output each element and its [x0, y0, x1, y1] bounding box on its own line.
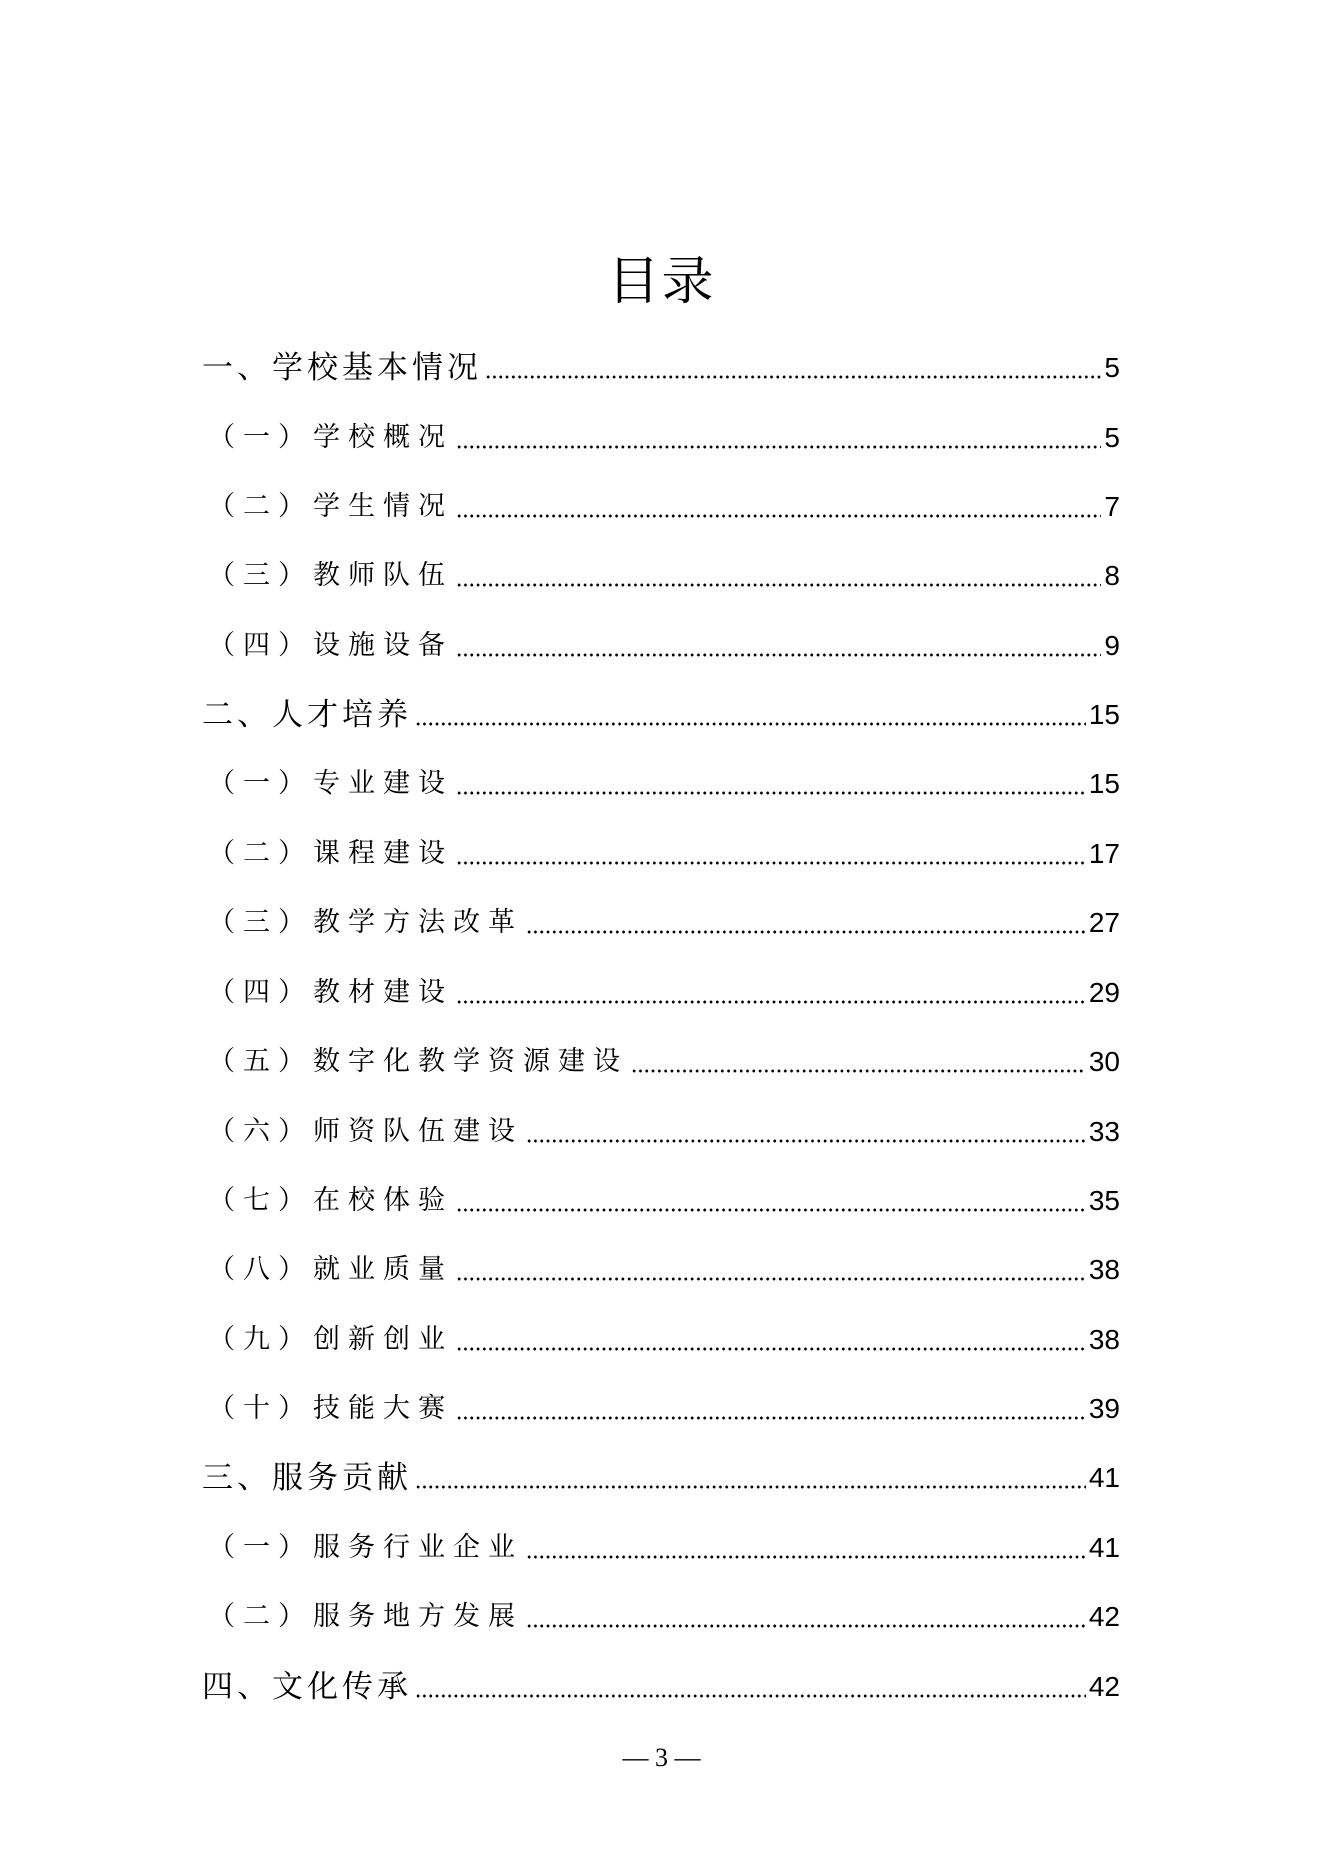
dot-leader [456, 1000, 1086, 1004]
toc-entry-page: 5 [1104, 422, 1120, 453]
toc-entry-label: （七）在校体验 [208, 1185, 453, 1216]
toc-entry[interactable] [202, 1042, 1120, 1082]
toc-entry-page: 15 [1088, 768, 1120, 799]
dot-leader [456, 1277, 1086, 1281]
toc-entry-page: 35 [1088, 1185, 1120, 1216]
toc-entry-page: 29 [1088, 977, 1120, 1008]
toc-entry[interactable] [202, 1597, 1120, 1637]
toc-entry-page: 7 [1104, 491, 1120, 522]
toc-entry-label: （一）专业建设 [208, 768, 453, 799]
dot-leader [456, 1416, 1086, 1420]
dot-leader [456, 1347, 1086, 1351]
toc-entry-page: 39 [1088, 1393, 1120, 1424]
toc-entry-page: 17 [1088, 838, 1120, 869]
toc-entry-page: 30 [1088, 1046, 1120, 1077]
dot-leader [526, 1555, 1086, 1559]
toc-entry-label: （一）学校概况 [208, 422, 453, 453]
toc-entry-page: 8 [1104, 560, 1120, 591]
toc-entry[interactable] [202, 973, 1120, 1013]
toc-entry-label: 三、服务贡献 [202, 1460, 412, 1496]
toc-entry-label: （三）教师队伍 [208, 560, 453, 591]
toc-entry-page: 15 [1088, 699, 1120, 730]
toc-entry-label: （三）教学方法改革 [208, 907, 523, 938]
toc-entry[interactable] [202, 1320, 1120, 1360]
toc-entry-label: （八）就业质量 [208, 1254, 453, 1285]
toc-entry[interactable] [202, 764, 1120, 804]
toc-entry[interactable] [202, 1112, 1120, 1152]
dot-leader [526, 1139, 1086, 1143]
dot-leader [485, 375, 1101, 379]
toc-entry[interactable] [202, 903, 1120, 943]
dot-leader [415, 1485, 1086, 1489]
toc-entry-page: 33 [1088, 1116, 1120, 1147]
dot-leader [456, 1208, 1086, 1212]
dot-leader [456, 653, 1101, 657]
toc-entry[interactable] [202, 1528, 1120, 1568]
toc-entry-label: 四、文化传承 [202, 1669, 412, 1705]
toc-entry-label: （二）学生情况 [208, 491, 453, 522]
toc-entry-label: （二）服务地方发展 [208, 1601, 523, 1632]
toc-entry[interactable] [202, 695, 1120, 735]
toc-entry-label: 二、人才培养 [202, 697, 412, 733]
dot-leader [456, 445, 1101, 449]
dot-leader [456, 861, 1086, 865]
toc-entry-label: （九）创新创业 [208, 1324, 453, 1355]
page-number: — 3 — [622, 1743, 701, 1772]
toc-entry-page: 27 [1088, 907, 1120, 938]
toc-entry-label: （六）师资队伍建设 [208, 1116, 523, 1147]
toc-entry-label: （十）技能大赛 [208, 1393, 453, 1424]
dot-leader [456, 791, 1086, 795]
toc-entry-label: 一、学校基本情况 [202, 350, 482, 386]
toc-entry-label: （四）设施设备 [208, 630, 453, 661]
dot-leader [415, 722, 1086, 726]
toc-entry[interactable] [202, 1250, 1120, 1290]
toc-entry[interactable] [202, 418, 1120, 458]
toc-entry[interactable] [202, 556, 1120, 596]
toc-entry-page: 38 [1088, 1324, 1120, 1355]
toc-entry-label: （五）数字化教学资源建设 [208, 1046, 628, 1077]
toc-title: 目录 [607, 252, 716, 312]
toc-entry-page: 5 [1104, 352, 1120, 383]
toc-entry-label: （一）服务行业企业 [208, 1532, 523, 1563]
dot-leader [631, 1069, 1086, 1073]
toc-entry-page: 9 [1104, 630, 1120, 661]
toc-entry[interactable] [202, 1667, 1120, 1707]
toc-entry-page: 42 [1088, 1671, 1120, 1702]
toc-entry[interactable] [202, 1458, 1120, 1498]
dot-leader [526, 1624, 1086, 1628]
toc-entry-label: （四）教材建设 [208, 977, 453, 1008]
toc-entry-page: 41 [1088, 1462, 1120, 1493]
toc-entry[interactable] [202, 348, 1120, 388]
toc-entry[interactable] [202, 834, 1120, 874]
toc-entry[interactable] [202, 626, 1120, 666]
dot-leader [456, 514, 1101, 518]
dot-leader [456, 583, 1101, 587]
toc-entry-page: 42 [1088, 1601, 1120, 1632]
toc-entry-label: （二）课程建设 [208, 838, 453, 869]
toc-entry[interactable] [202, 1181, 1120, 1221]
dot-leader [415, 1694, 1086, 1698]
toc-entry-page: 41 [1088, 1532, 1120, 1563]
toc-entry[interactable] [202, 487, 1120, 527]
toc-entry-page: 38 [1088, 1254, 1120, 1285]
dot-leader [526, 930, 1086, 934]
toc-entry[interactable] [202, 1389, 1120, 1429]
